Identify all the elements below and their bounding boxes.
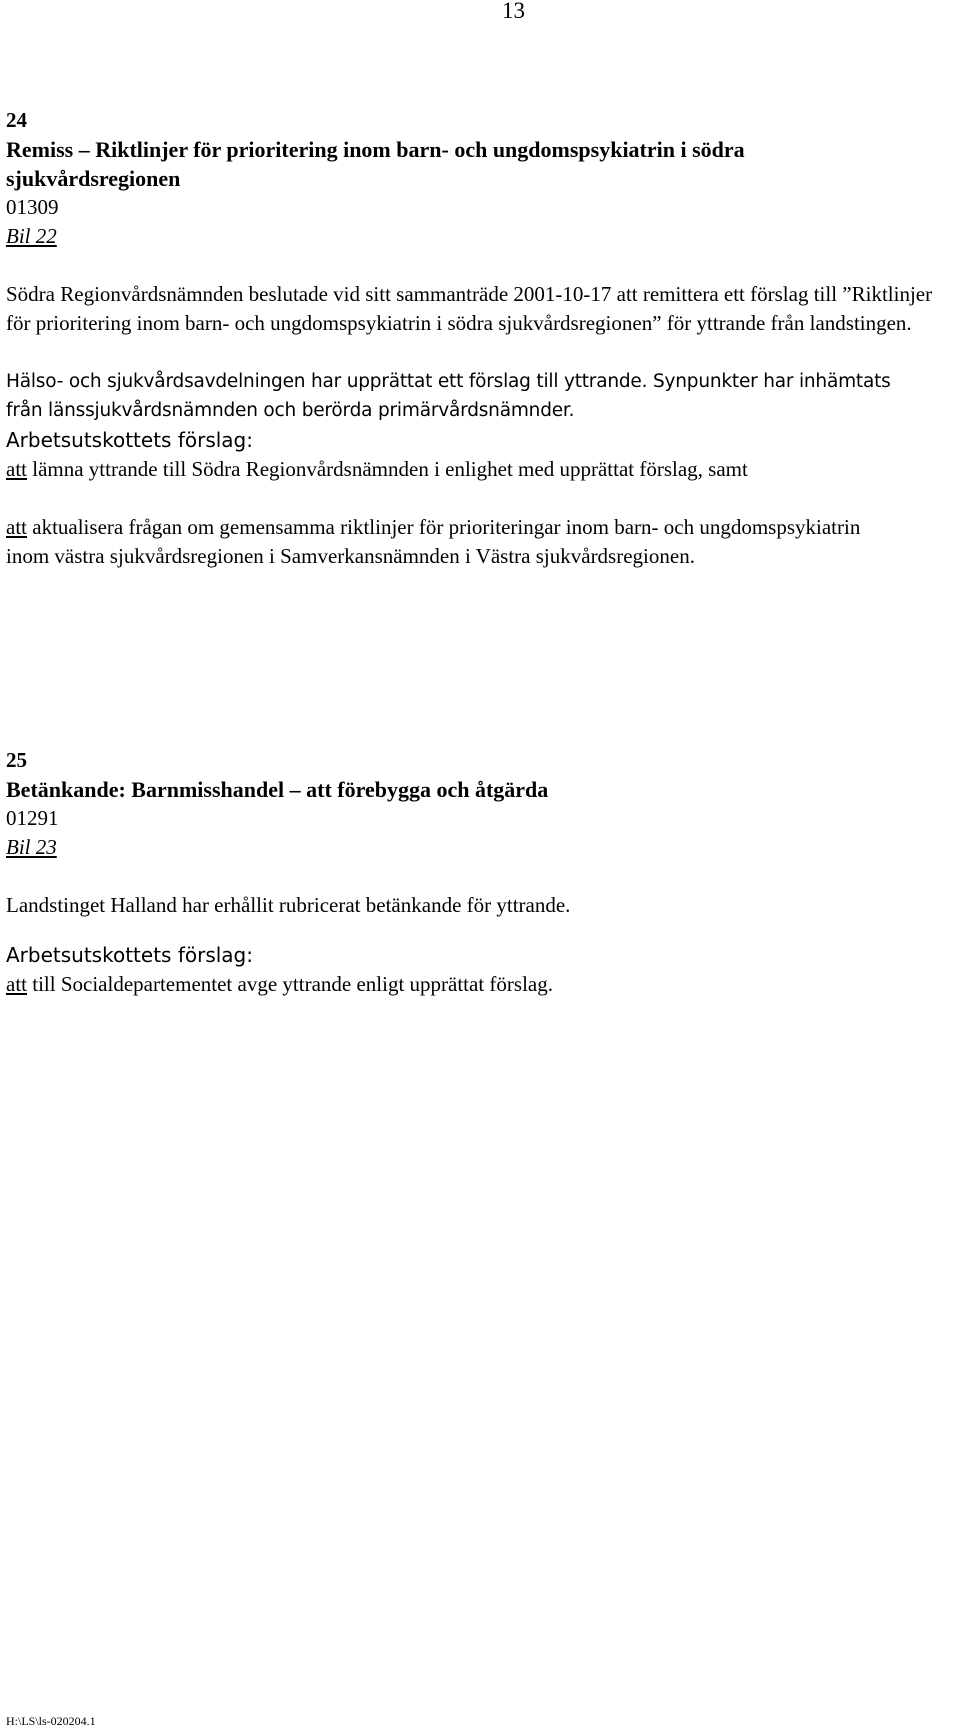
page-number: 13 [502, 0, 525, 23]
proposal-1 [6, 970, 954, 999]
att-keyword: att [6, 972, 27, 996]
document-body [6, 106, 954, 999]
reference-number: 01291 [6, 806, 59, 830]
agenda-item-24 [6, 106, 954, 571]
proposal-text: lämna yttrande till Södra Regionvårdsnämnden i enlighet med upprättat förslag, samt [27, 457, 748, 481]
file-path-footer: H:\LS\ls-020204.1 [6, 1714, 96, 1728]
item-number: 25 [6, 748, 27, 772]
item-title-line2: sjukvårdsregionen [6, 166, 181, 191]
attachment-link[interactable]: Bil 23 [6, 835, 57, 859]
attachment-link[interactable]: Bil 22 [6, 224, 57, 248]
proposal-1 [6, 455, 954, 484]
proposal-2 [6, 513, 906, 571]
item-title-line1: Remiss – Riktlinjer för prioritering inom barn- och ungdomspsykiatrin i södra [6, 137, 745, 162]
proposal-text: till Socialdepartementet avge yttrande enligt upprättat förslag. [27, 972, 553, 996]
item-title: Betänkande: Barnmisshandel – att förebygga och åtgärda [6, 777, 549, 802]
intro-paragraph: Landstinget Halland har erhållit rubricerat betänkande för yttrande. [6, 893, 571, 917]
proposal-heading: Arbetsutskottets förslag: [6, 428, 253, 452]
att-keyword: att [6, 457, 27, 481]
proposal-heading: Arbetsutskottets förslag: [6, 943, 253, 967]
agenda-item-25 [6, 746, 954, 999]
item-number: 24 [6, 108, 27, 132]
att-keyword: att [6, 515, 27, 539]
reference-number: 01309 [6, 195, 59, 219]
proposal-text: aktualisera frågan om gemensamma riktlinjer för prioriteringar inom barn- och ungdomspsykiatrin inom västra sjukvårdsregionen i Samverkansnämnden i Västra sjukvårdsregionen. [6, 515, 861, 568]
department-paragraph: Hälso- och sjukvårdsavdelningen har upprättat ett förslag till yttrande. Synpunkter har inhämtats från länssjukvårdsnämnden och berörda primärvårdsnämnder. [6, 371, 891, 421]
intro-paragraph: Södra Regionvårdsnämnden beslutade vid sitt sammanträde 2001-10-17 att remittera ett förslag till ”Riktlinjer för prioritering inom barn- och ungdomspsykiatrin i södra sjukvårdsregionen” för yttrande från landstingen. [6, 282, 933, 335]
